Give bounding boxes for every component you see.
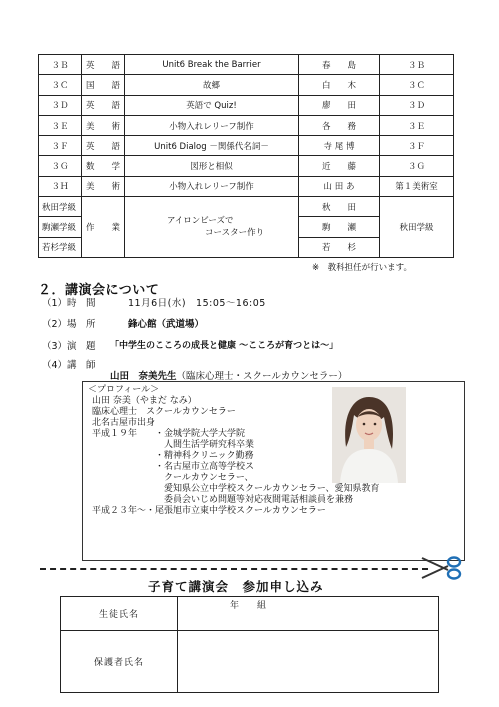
class-cell: ３Ｄ [39,95,82,115]
profile-line: ・精神科クリニック勤務 [92,451,254,461]
schedule-row [39,136,454,156]
subject-cell: 美 術 [82,115,125,135]
schedule-row [39,55,454,75]
topic-cell: Unit6 Break the Barrier [125,55,299,75]
lecturer-role: （臨床心理士・スクールカウンセラー） [176,371,348,382]
topic-cell: 故郷 [125,75,299,95]
subject-cell: 英 語 [82,136,125,156]
schedule-row [39,115,454,135]
teacher-cell: 近 藤 [299,156,380,176]
room-cell: ３Ｂ [380,55,454,75]
profile-line: 委員会いじめ問題等対応夜間電話相談員を兼務 [92,495,354,505]
room-cell: 第１美術室 [380,176,454,196]
room-cell: ３Ｃ [380,75,454,95]
teacher-cell: 廖 田 [299,95,380,115]
schedule-row [39,95,454,115]
schedule-row [39,75,454,95]
subject-cell: 英 語 [82,55,125,75]
form-title: 子育て講演会 参加申し込み [148,579,324,594]
profile-line: 愛知県公立中学校スクールカウンセラー、愛知県教育 [92,484,380,494]
profile-line: 平成１９年 ・金城学院大学大学院 [92,429,246,439]
parent-name-field[interactable] [178,631,439,693]
subject-cell: 作 業 [82,197,125,258]
cut-line [40,568,428,570]
teacher-cell: 各 務 [299,115,380,135]
teacher-note: ※ 教科担任が行います。 [312,263,412,273]
teacher-cell: 秋 田 [299,197,380,217]
teacher-cell: 白 木 [299,75,380,95]
subject-cell: 美 術 [82,176,125,196]
profile-line: 人間生活学研究科卒業 [92,440,255,450]
room-cell: ３Ｅ [380,115,454,135]
topic-cell: 英語で Quiz! [125,95,299,115]
schedule-table [38,54,454,258]
lecturer-line [110,368,347,382]
teacher-cell: 山 田 あ [299,176,380,196]
scissors-icon [420,554,462,586]
grade-class-label: 年 組 [230,601,267,611]
section-title: ２．講演会について [38,283,160,298]
room-cell: ３Ｇ [380,156,454,176]
schedule-row [39,176,454,196]
special-row [39,197,454,217]
teacher-cell: 春 島 [299,55,380,75]
topic-cell: 図形と相似 [125,156,299,176]
class-cell: ３Ｅ [39,115,82,135]
student-name-label: 生徒氏名 [61,597,178,631]
topic-line-2: コースター作り [205,228,265,239]
profile-line: ・名古屋市立高等学校ス [92,462,255,472]
class-cell: ３Ｂ [39,55,82,75]
class-cell: 若杉学級 [39,237,82,257]
place-label: （2）場 所 [42,319,96,330]
profile-line: 北名古屋市出身 [92,418,156,428]
teacher-cell: 駒 瀬 [299,217,380,237]
profile-line: 平成２３年～・尾張旭市立東中学校スクールカウンセラー [92,506,326,516]
application-form [60,596,439,693]
topic-cell: 小物入れレリーフ制作 [125,115,299,135]
class-cell: ３Ｆ [39,136,82,156]
profile-line: 山田 奈美（やまだ なみ） [92,396,197,406]
class-cell: 駒瀬学級 [39,217,82,237]
datetime-label: （1）時 間 [42,298,96,309]
topic-label: （3）演 題 [42,341,96,352]
subject-cell: 英 語 [82,95,125,115]
topic-cell: 小物入れレリーフ制作 [125,176,299,196]
datetime-value: 11月6日(水) 15:05～16:05 [128,298,266,309]
class-cell: ３Ｇ [39,156,82,176]
topic-value: 「中学生のこころの成長と健康 ～こころが育つとは～」 [110,341,339,351]
student-name-field[interactable] [178,597,439,631]
lecturer-label: （4）講 師 [42,360,96,371]
topic-line-1: アイロンビーズで [167,216,234,227]
lecturer-photo [332,387,406,483]
room-cell: ３Ｆ [380,136,454,156]
profile-heading: ＜プロフィール＞ [88,385,160,395]
profile-line: クールカウンセラー、 [92,473,254,483]
class-cell: ３Ｈ [39,176,82,196]
class-cell: ３Ｃ [39,75,82,95]
topic-cell: Unit6 Dialog －関係代名詞－ [125,136,299,156]
room-cell: ３Ｄ [380,95,454,115]
profile-line: 臨床心理士 スクールカウンセラー [92,407,236,417]
teacher-cell: 寺 尾 博 [299,136,380,156]
schedule-row [39,156,454,176]
subject-cell: 国 語 [82,75,125,95]
subject-cell: 数 学 [82,156,125,176]
lecturer-name: 山田 奈美先生 [110,371,177,382]
class-cell: 秋田学級 [39,197,82,217]
topic-cell [125,197,299,258]
room-cell: 秋田学級 [380,197,454,258]
parent-name-label: 保護者氏名 [61,631,178,693]
teacher-cell: 若 杉 [299,237,380,257]
place-value: 鋒心館（武道場） [128,319,205,330]
